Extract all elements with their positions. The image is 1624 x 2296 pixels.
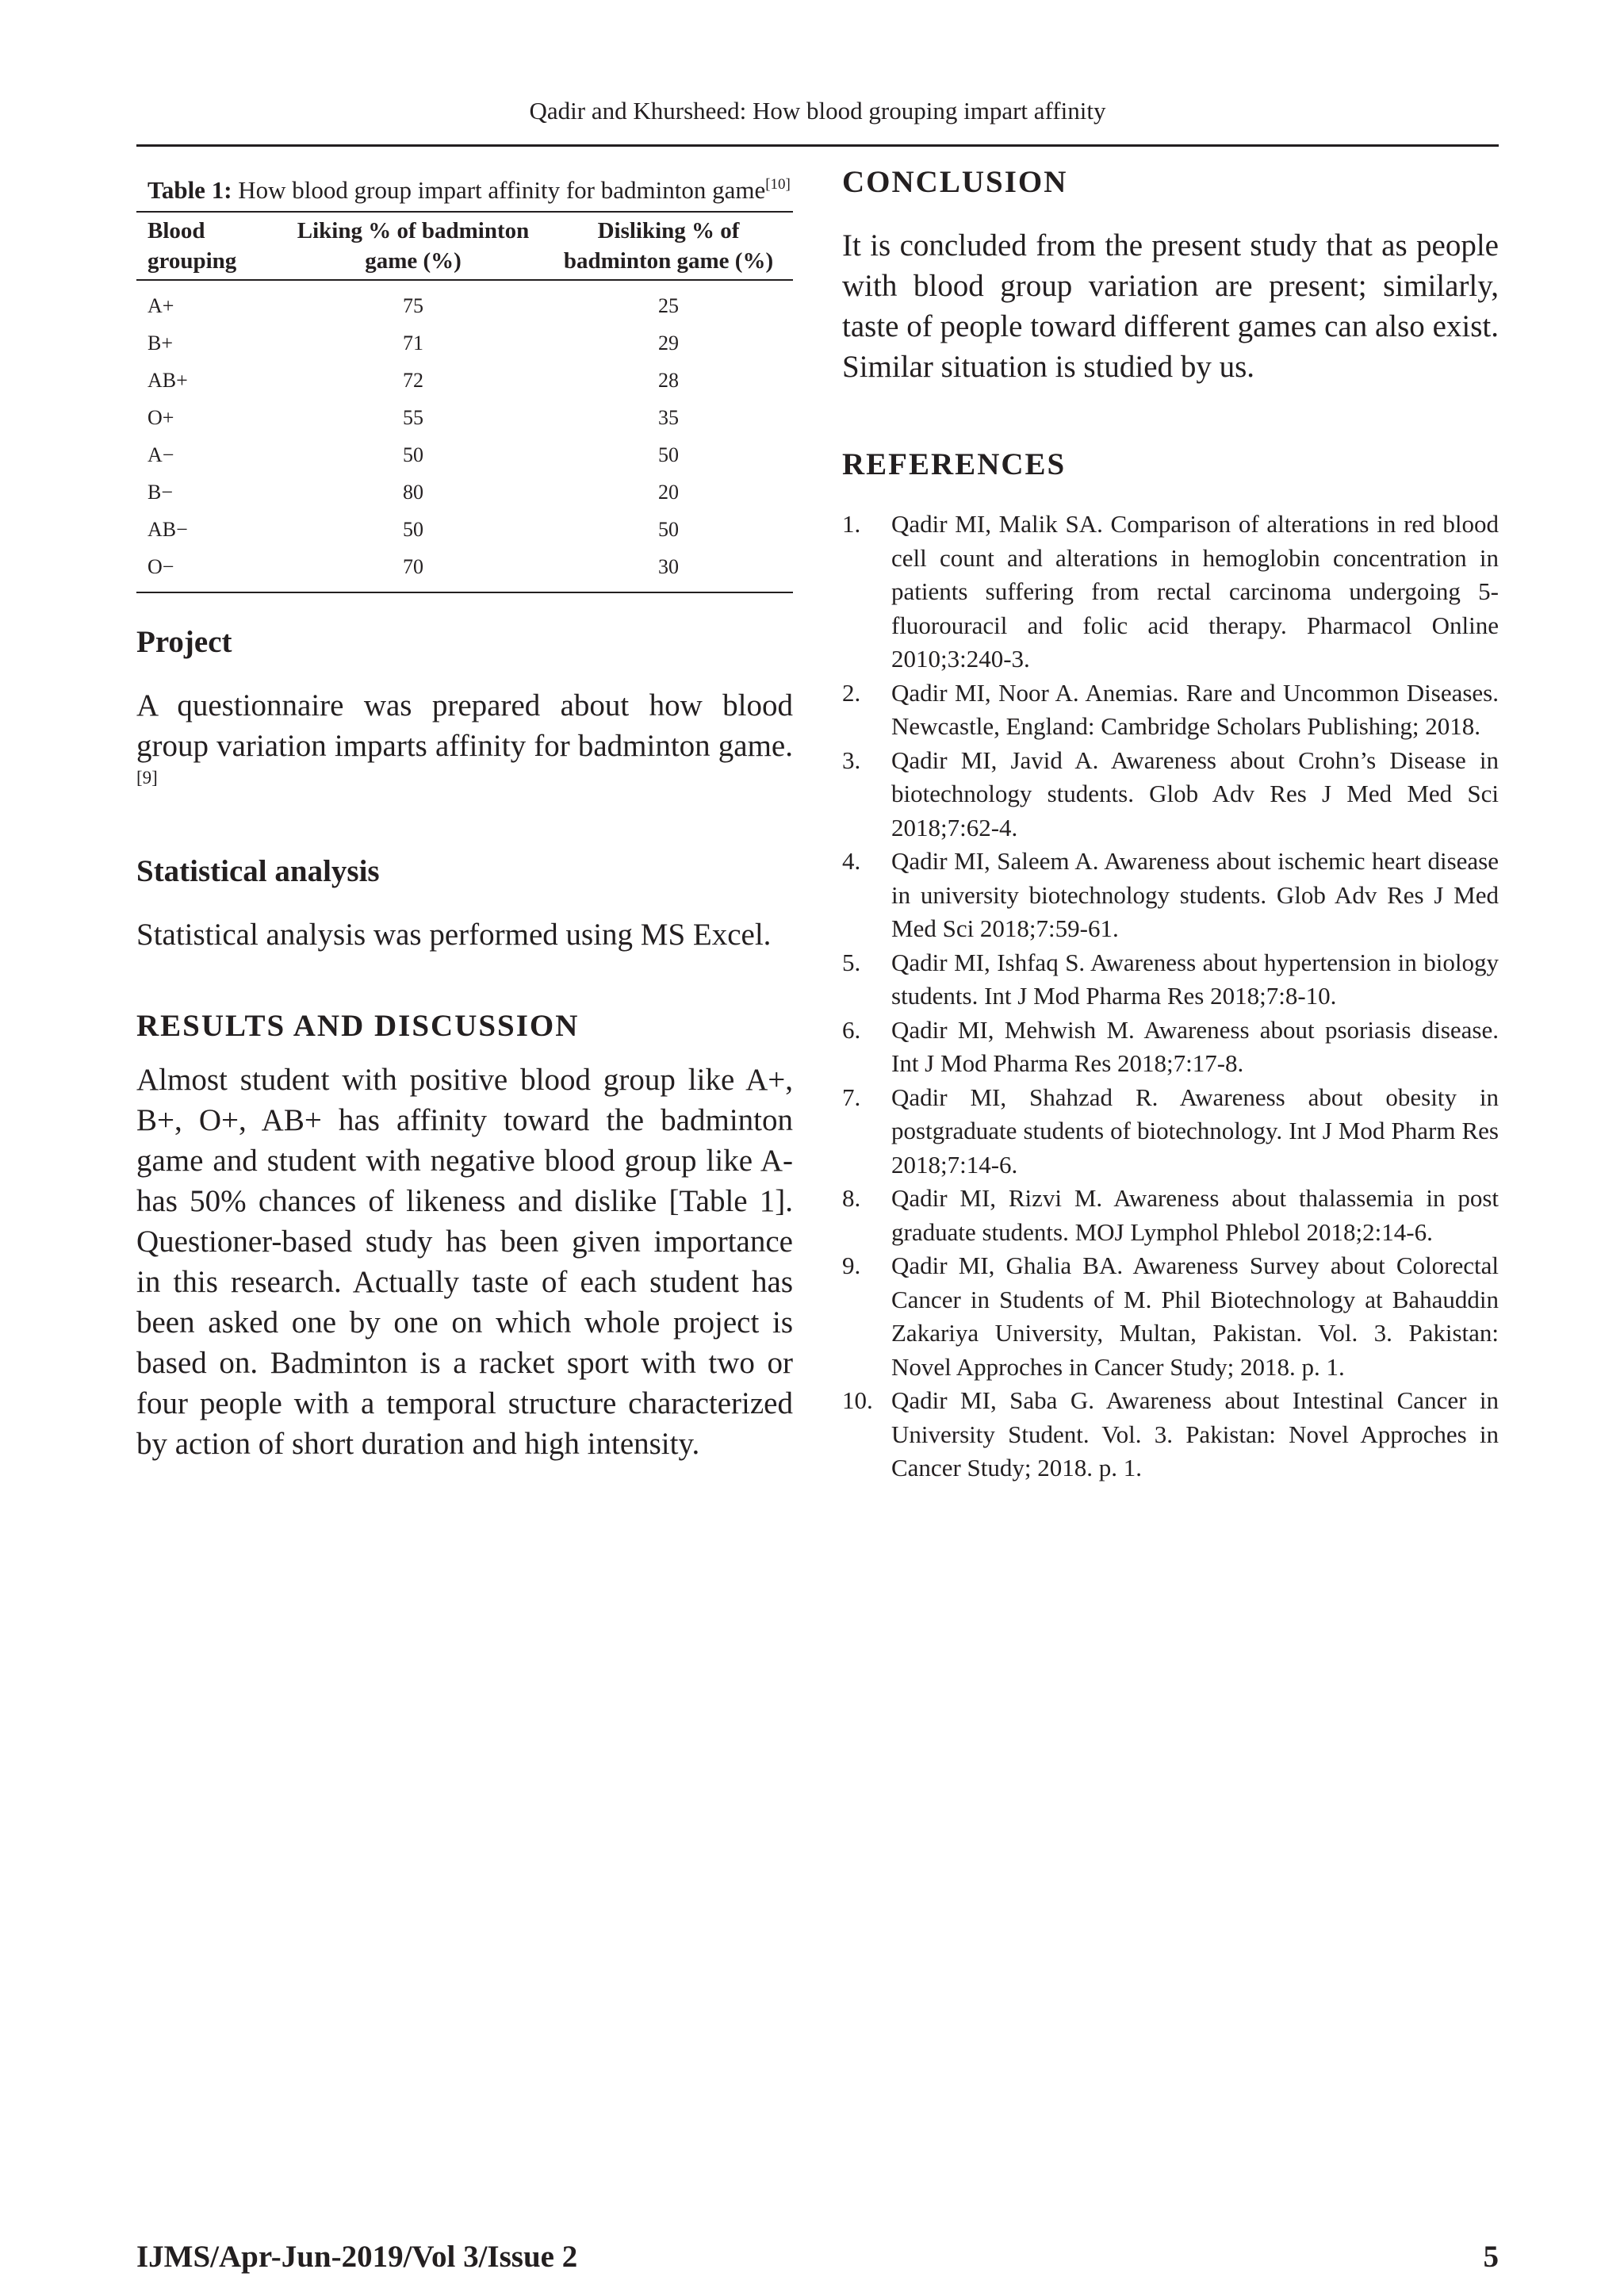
table-header-row (136, 212, 793, 280)
header-disliking: Disliking % of badminton game (%) (544, 212, 793, 280)
reference-text: Qadir MI, Mehwish M. Awareness about psoriasis disease. Int J Mod Pharma Res 2018;7:17-8. (891, 1015, 1499, 1077)
reference-text: Qadir MI, Noor A. Anemias. Rare and Uncommon Diseases. Newcastle, England: Cambridge Scholars Publishing; 2018. (891, 678, 1499, 740)
table-caption-ref: [10] (765, 176, 791, 193)
reference-number: 7. (842, 1083, 861, 1111)
cell-liking: 80 (403, 481, 423, 504)
conclusion-heading: CONCLUSION (842, 165, 1068, 199)
header-blood-grouping: Blood grouping (136, 212, 282, 280)
results-heading: RESULTS AND DISCUSSION (136, 1009, 580, 1043)
table-row (136, 511, 793, 548)
reference-number: 8. (842, 1184, 861, 1212)
reference-item (842, 1249, 1499, 1384)
cell-blood-group: AB− (147, 518, 188, 541)
reference-item (842, 1182, 1499, 1249)
cell-blood-group: A− (147, 443, 174, 466)
cell-blood-group: AB+ (147, 369, 188, 392)
cell-liking: 72 (403, 369, 423, 392)
reference-text: Qadir MI, Javid A. Awareness about Crohn’s Disease in biotechnology students. Glob Adv Res J Med Med Sci 2018;7:62-4. (891, 746, 1499, 841)
cell-disliking: 50 (658, 518, 679, 541)
reference-text: Qadir MI, Malik SA. Comparison of alterations in red blood cell count and alterations in hemoglobin concentration in patients suffering from rectal carcinoma undergoing 5-fluorouracil and folic acid therapy. Pharmacol Online 2010;3:240-3. (891, 510, 1499, 673)
cell-blood-group: A+ (147, 294, 174, 317)
right-column (842, 162, 1499, 1485)
cell-liking: 71 (403, 332, 423, 355)
footer-journal: IJMS/Apr-Jun-2019/Vol 3/Issue 2 (136, 2240, 578, 2274)
statistical-paragraph: Statistical analysis was performed using MS Excel. (136, 918, 772, 952)
cell-liking: 75 (403, 294, 423, 317)
reference-text: Qadir MI, Saba G. Awareness about Intestinal Cancer in University Student. Vol. 3. Pakistan: Novel Approches in Cancer Study; 2018. p. 1. (891, 1386, 1499, 1481)
cell-disliking: 28 (658, 369, 679, 392)
table-row (136, 548, 793, 592)
running-header: Qadir and Khursheed: How blood grouping impart affinity (529, 97, 1106, 125)
footer-page-number: 5 (1483, 2240, 1499, 2274)
cell-liking: 70 (403, 555, 423, 578)
table-row (136, 399, 793, 436)
reference-text: Qadir MI, Shahzad R. Awareness about obesity in postgraduate students of biotechnology. Int J Mod Pharm Res 2018;7:14-6. (891, 1083, 1499, 1179)
reference-item (842, 744, 1499, 845)
reference-number: 2. (842, 678, 861, 707)
cell-blood-group: B+ (147, 332, 174, 355)
reference-number: 5. (842, 948, 861, 976)
project-heading: Project (136, 625, 232, 659)
table-label: Table 1: (147, 176, 232, 204)
cell-blood-group: B− (147, 481, 174, 504)
cell-blood-group: O+ (147, 406, 174, 429)
blood-group-table (136, 211, 793, 593)
cell-blood-group: O− (147, 555, 174, 578)
table-row (136, 280, 793, 324)
cell-disliking: 29 (658, 332, 679, 355)
reference-text: Qadir MI, Rizvi M. Awareness about thalassemia in post graduate students. MOJ Lymphol Phlebol 2018;2:14-6. (891, 1184, 1499, 1246)
reference-text: Qadir MI, Saleem A. Awareness about ischemic heart disease in university biotechnology students. Glob Adv Res J Med Med Sci 2018;7:59-61. (891, 847, 1499, 942)
references-heading: REFERENCES (842, 447, 1067, 481)
cell-disliking: 30 (658, 555, 679, 578)
cell-disliking: 50 (658, 443, 679, 466)
reference-text: Qadir MI, Ghalia BA. Awareness Survey about Colorectal Cancer in Students of M. Phil Biotechnology at Bahauddin Zakariya University, Multan, Pakistan. Vol. 3. Pakistan: Novel Approches in Cancer Study; 2018. p. 1. (891, 1251, 1499, 1381)
reference-item (842, 1014, 1499, 1081)
reference-number: 4. (842, 847, 861, 875)
reference-list (842, 508, 1499, 1485)
statistical-heading: Statistical analysis (136, 854, 380, 888)
cell-liking: 50 (403, 518, 423, 541)
reference-number: 10. (842, 1386, 873, 1414)
results-paragraph: Almost student with positive blood group like A+, B+, O+, AB+ has affinity toward the badminton game and student with negative blood group like A- has 50% chances of likeness and dislike [Table 1]. Questioner-based study has been given importance in this research. Actually taste of each student has been asked one by one on which whole project is based on. Badminton is a racket sport with two or four people with a temporal structure characterized by action of short duration and high intensity. (136, 1063, 793, 1461)
project-text: A questionnaire was prepared about how blood group variation imparts affinity for badminton game. (136, 688, 793, 763)
table-row (136, 473, 793, 511)
table-row (136, 362, 793, 399)
cell-disliking: 25 (658, 294, 679, 317)
reference-item (842, 1384, 1499, 1485)
reference-number: 3. (842, 746, 861, 774)
reference-number: 9. (842, 1251, 861, 1279)
cell-liking: 55 (403, 406, 423, 429)
reference-item (842, 508, 1499, 677)
reference-item (842, 946, 1499, 1014)
reference-item (842, 677, 1499, 744)
header-rule (136, 144, 1499, 147)
table-caption-text: How blood group impart affinity for badminton game (238, 176, 766, 204)
reference-item (842, 1081, 1499, 1182)
reference-text: Qadir MI, Ishfaq S. Awareness about hypertension in biology students. Int J Mod Pharma Res 2018;7:8-10. (891, 948, 1499, 1010)
reference-number: 1. (842, 510, 861, 538)
header-liking: Liking % of badminton game (%) (282, 212, 544, 280)
table-row (136, 436, 793, 473)
table-row (136, 324, 793, 362)
project-paragraph (136, 685, 793, 807)
conclusion-paragraph: It is concluded from the present study that as people with blood group variation are present; similarly, taste of people toward different games can also exist. Similar situation is studied by us. (842, 228, 1499, 384)
project-ref: [9] (136, 768, 158, 788)
table-caption (136, 173, 793, 208)
left-column (136, 173, 793, 1464)
cell-liking: 50 (403, 443, 423, 466)
reference-item (842, 845, 1499, 946)
cell-disliking: 20 (658, 481, 679, 504)
reference-number: 6. (842, 1015, 861, 1044)
cell-disliking: 35 (658, 406, 679, 429)
